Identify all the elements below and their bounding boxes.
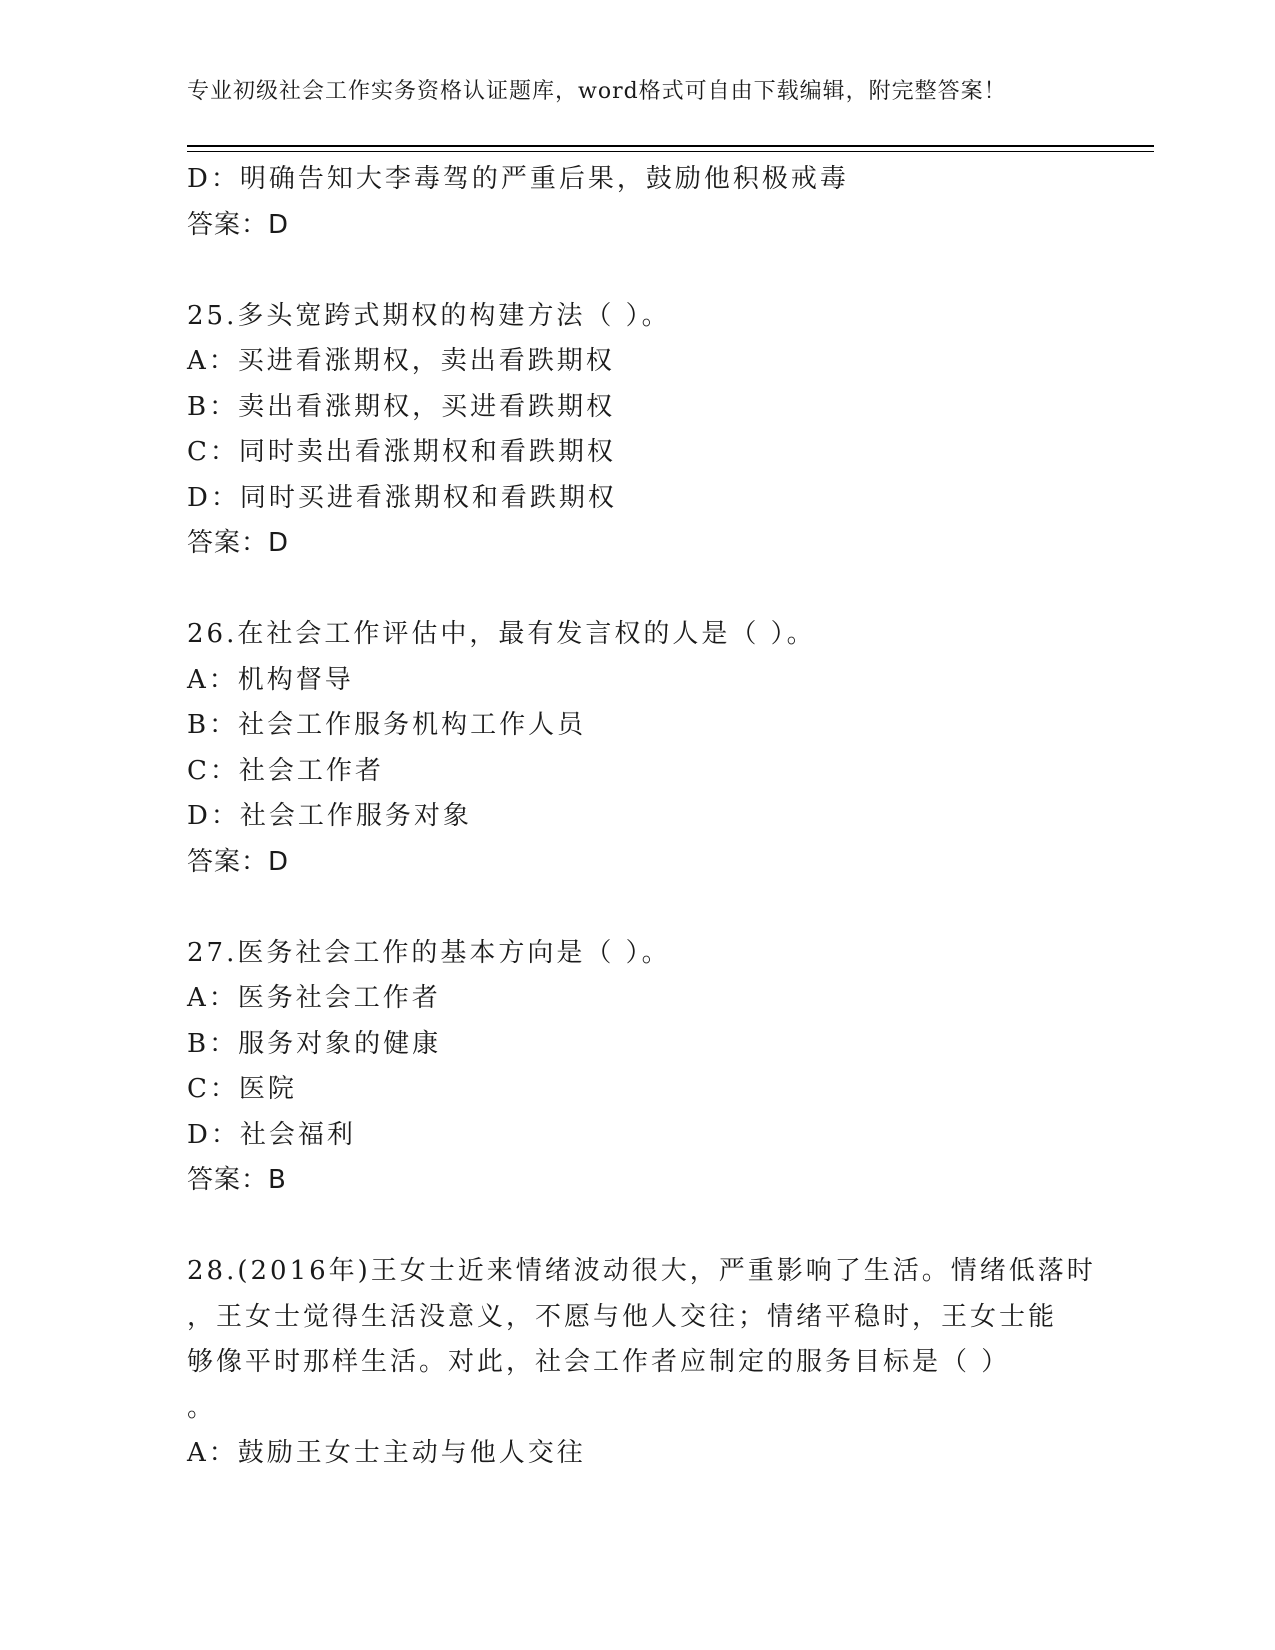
- question-stem: 25.多头宽跨式期权的构建方法（ ）。: [187, 300, 671, 331]
- option-d: D：明确告知大李毒驾的严重后果，鼓励他积极戒毒: [187, 164, 849, 194]
- option-c: C：医院: [187, 1074, 297, 1104]
- option-b: B：卖出看涨期权，买进看跌期权: [187, 391, 616, 422]
- answer-line: 答案：D: [187, 209, 290, 240]
- answer-line: 答案：D: [187, 846, 290, 877]
- option-a: A：买进看涨期权，卖出看跌期权: [187, 346, 615, 376]
- option-d: D：社会福利: [187, 1119, 356, 1150]
- option-c: C：社会工作者: [187, 755, 384, 786]
- answer-line: 答案：D: [187, 528, 290, 558]
- question-stem-line: 28.(2016年)王女士近来情绪波动很大，严重影响了生活。情绪低落时: [187, 1256, 1096, 1286]
- option-b: B：社会工作服务机构工作人员: [187, 710, 587, 740]
- question-stem: 26.在社会工作评估中，最有发言权的人是（ ）。: [187, 619, 816, 649]
- page-header: 专业初级社会工作实务资格认证题库，word格式可自由下载编辑，附完整答案！: [187, 79, 1007, 104]
- header-divider: [187, 145, 1154, 152]
- answer-line: 答案：B: [187, 1165, 287, 1195]
- option-b: B：服务对象的健康: [187, 1028, 442, 1059]
- option-a: A：鼓励王女士主动与他人交往: [187, 1438, 586, 1468]
- question-stem-line: ，王女士觉得生活没意义，不愿与他人交往；情绪平稳时，王女士能: [187, 1301, 1058, 1332]
- question-list: [187, 157, 1096, 1477]
- spacer: [187, 248, 1087, 294]
- question-stem: 27.医务社会工作的基本方向是（ ）。: [187, 937, 671, 968]
- spacer: [187, 885, 1087, 931]
- spacer: [187, 567, 1087, 613]
- option-a: A：医务社会工作者: [187, 983, 441, 1013]
- option-a: A：机构督导: [187, 664, 354, 695]
- question-stem-line: 。: [187, 1392, 217, 1423]
- question-stem-line: 够像平时那样生活。对此，社会工作者应制定的服务目标是（ ）: [187, 1347, 1011, 1377]
- option-d: D：社会工作服务对象: [187, 801, 472, 831]
- option-d: D：同时买进看涨期权和看跌期权: [187, 482, 617, 513]
- spacer: [187, 1204, 1087, 1250]
- option-c: C：同时卖出看涨期权和看跌期权: [187, 437, 616, 467]
